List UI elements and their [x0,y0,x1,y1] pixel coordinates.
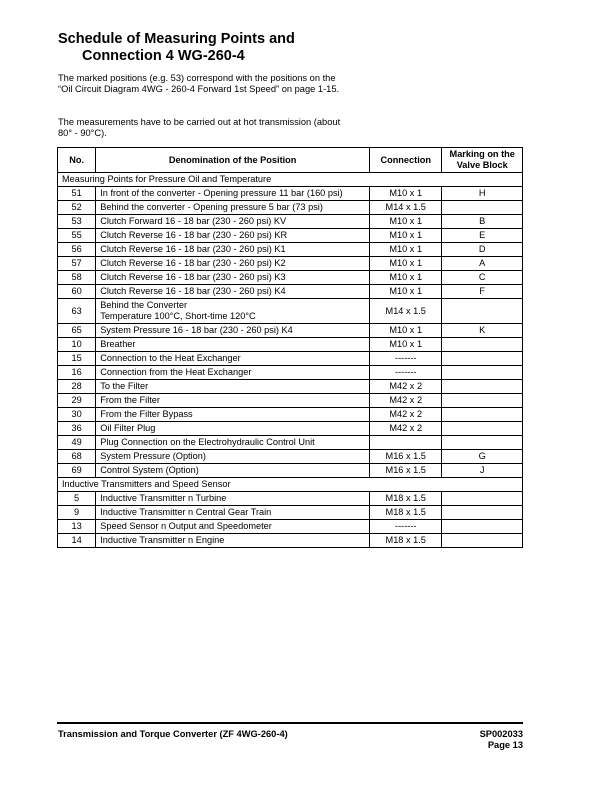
table-row [58,366,523,380]
cell-denomination: Speed Sensor n Output and Speedometer [96,520,370,534]
cell-no: 28 [58,380,96,394]
table-row [58,271,523,285]
cell-denomination: Inductive Transmitter n Central Gear Train [96,506,370,520]
page-title [58,31,295,65]
section-row [58,173,523,187]
footer-page-number: Page 13 [487,740,523,750]
cell-connection: M42 x 2 [370,422,442,436]
cell-no: 58 [58,271,96,285]
table-row [58,187,523,201]
cell-connection: M10 x 1 [370,271,442,285]
cell-denomination: Clutch Reverse 16 - 18 bar (230 - 260 psi) K3 [96,271,370,285]
cell-denomination-line-2: Temperature 100°C, Short-time 120°C [100,311,256,321]
cell-denomination [96,299,370,324]
cell-no: 9 [58,506,96,520]
cell-denomination: Clutch Forward 16 - 18 bar (230 - 260 psi) KV [96,215,370,229]
table-row [58,229,523,243]
cell-no: 15 [58,352,96,366]
cell-connection: ------- [370,352,442,366]
cell-connection: M14 x 1.5 [370,299,442,324]
intro-paragraph-2: The measurements have to be carried out at hot transmission (about 80° - 90°C). [58,117,341,138]
cell-denomination: Clutch Reverse 16 - 18 bar (230 - 260 psi) K1 [96,243,370,257]
cell-connection: M10 x 1 [370,243,442,257]
footer-page-info [480,729,523,751]
cell-denomination: Clutch Reverse 16 - 18 bar (230 - 260 psi) K4 [96,285,370,299]
table-row [58,285,523,299]
table-row [58,422,523,436]
cell-connection [370,436,442,450]
table-row [58,380,523,394]
table-row [58,520,523,534]
cell-no: 57 [58,257,96,271]
header-connection: Connection [370,148,442,173]
cell-connection: M18 x 1.5 [370,506,442,520]
cell-connection: M16 x 1.5 [370,464,442,478]
cell-no: 68 [58,450,96,464]
cell-denomination-line-1: Behind the Converter [100,300,188,310]
cell-denomination: System Pressure 16 - 18 bar (230 - 260 psi) K4 [96,324,370,338]
title-line-1: Schedule of Measuring Points and [58,31,295,47]
cell-denomination: Breather [96,338,370,352]
cell-marking [442,534,523,548]
cell-marking [442,422,523,436]
cell-no: 52 [58,201,96,215]
cell-denomination: Oil Filter Plug [96,422,370,436]
cell-denomination: Connection from the Heat Exchanger [96,366,370,380]
table-row [58,201,523,215]
cell-connection: M14 x 1.5 [370,201,442,215]
cell-marking: F [442,285,523,299]
table-row [58,534,523,548]
section-title-pressure-oil: Measuring Points for Pressure Oil and Temperature [58,173,523,187]
table-header-row [58,148,523,173]
cell-denomination: To the Filter [96,380,370,394]
cell-marking [442,352,523,366]
cell-marking: D [442,243,523,257]
cell-no: 56 [58,243,96,257]
cell-connection: M10 x 1 [370,324,442,338]
cell-marking: H [442,187,523,201]
cell-no: 5 [58,492,96,506]
table-row [58,394,523,408]
cell-denomination: In front of the converter - Opening pressure 11 bar (160 psi) [96,187,370,201]
cell-denomination: Clutch Reverse 16 - 18 bar (230 - 260 psi) K2 [96,257,370,271]
header-marking: Marking on the Valve Block [442,148,523,173]
cell-no: 63 [58,299,96,324]
cell-marking [442,394,523,408]
measuring-points-table [57,147,523,548]
cell-marking [442,436,523,450]
cell-connection: M18 x 1.5 [370,492,442,506]
cell-connection: M10 x 1 [370,229,442,243]
cell-no: 49 [58,436,96,450]
cell-no: 29 [58,394,96,408]
table-row [58,352,523,366]
cell-denomination: Plug Connection on the Electrohydraulic Control Unit [96,436,370,450]
table-row [58,215,523,229]
intro-paragraph-1: The marked positions (e.g. 53) correspond with the positions on the “Oil Circuit Diagram 4WG - 260-4 Forward 1st Speed” on page 1-15. [58,73,340,94]
cell-connection: ------- [370,520,442,534]
table-row [58,257,523,271]
table-row [58,492,523,506]
table-row [58,408,523,422]
cell-denomination: Behind the converter - Opening pressure 5 bar (73 psi) [96,201,370,215]
cell-connection: M18 x 1.5 [370,534,442,548]
table-row [58,324,523,338]
table-row [58,464,523,478]
footer-title: Transmission and Torque Converter (ZF 4WG-260-4) [58,729,288,739]
cell-denomination: From the Filter [96,394,370,408]
cell-marking: B [442,215,523,229]
cell-denomination: Control System (Option) [96,464,370,478]
table-row [58,450,523,464]
cell-marking: E [442,229,523,243]
table-body [58,173,523,548]
cell-denomination: Connection to the Heat Exchanger [96,352,370,366]
cell-connection: M42 x 2 [370,408,442,422]
cell-marking [442,520,523,534]
table-row [58,338,523,352]
section-row [58,478,523,492]
title-line-2: Connection 4 WG-260-4 [82,48,245,64]
cell-denomination: Clutch Reverse 16 - 18 bar (230 - 260 psi) KR [96,229,370,243]
header-denomination: Denomination of the Position [96,148,370,173]
cell-denomination: From the Filter Bypass [96,408,370,422]
cell-connection: M10 x 1 [370,257,442,271]
cell-no: 36 [58,422,96,436]
table-row [58,506,523,520]
cell-connection: M16 x 1.5 [370,450,442,464]
cell-denomination: Inductive Transmitter n Turbine [96,492,370,506]
cell-no: 69 [58,464,96,478]
cell-marking [442,506,523,520]
cell-no: 16 [58,366,96,380]
cell-marking: G [442,450,523,464]
cell-marking: C [442,271,523,285]
cell-connection: ------- [370,366,442,380]
cell-marking [442,338,523,352]
table-row [58,299,523,324]
header-no: No. [58,148,96,173]
cell-no: 10 [58,338,96,352]
footer-doc-id: SP002033 [479,729,523,739]
cell-no: 55 [58,229,96,243]
cell-no: 53 [58,215,96,229]
cell-connection: M10 x 1 [370,338,442,352]
cell-no: 51 [58,187,96,201]
cell-connection: M10 x 1 [370,285,442,299]
cell-connection: M42 x 2 [370,394,442,408]
cell-no: 14 [58,534,96,548]
cell-no: 60 [58,285,96,299]
cell-marking [442,201,523,215]
cell-marking: J [442,464,523,478]
cell-connection: M42 x 2 [370,380,442,394]
cell-marking: K [442,324,523,338]
cell-no: 30 [58,408,96,422]
cell-marking [442,380,523,394]
cell-connection: M10 x 1 [370,215,442,229]
footer-divider [57,722,523,724]
cell-marking [442,492,523,506]
table-row [58,243,523,257]
cell-connection: M10 x 1 [370,187,442,201]
cell-marking [442,366,523,380]
cell-no: 65 [58,324,96,338]
cell-marking [442,299,523,324]
cell-denomination: System Pressure (Option) [96,450,370,464]
section-title-inductive-transmitters: Inductive Transmitters and Speed Sensor [58,478,523,492]
table-row [58,436,523,450]
cell-denomination: Inductive Transmitter n Engine [96,534,370,548]
cell-marking [442,408,523,422]
cell-no: 13 [58,520,96,534]
cell-marking: A [442,257,523,271]
